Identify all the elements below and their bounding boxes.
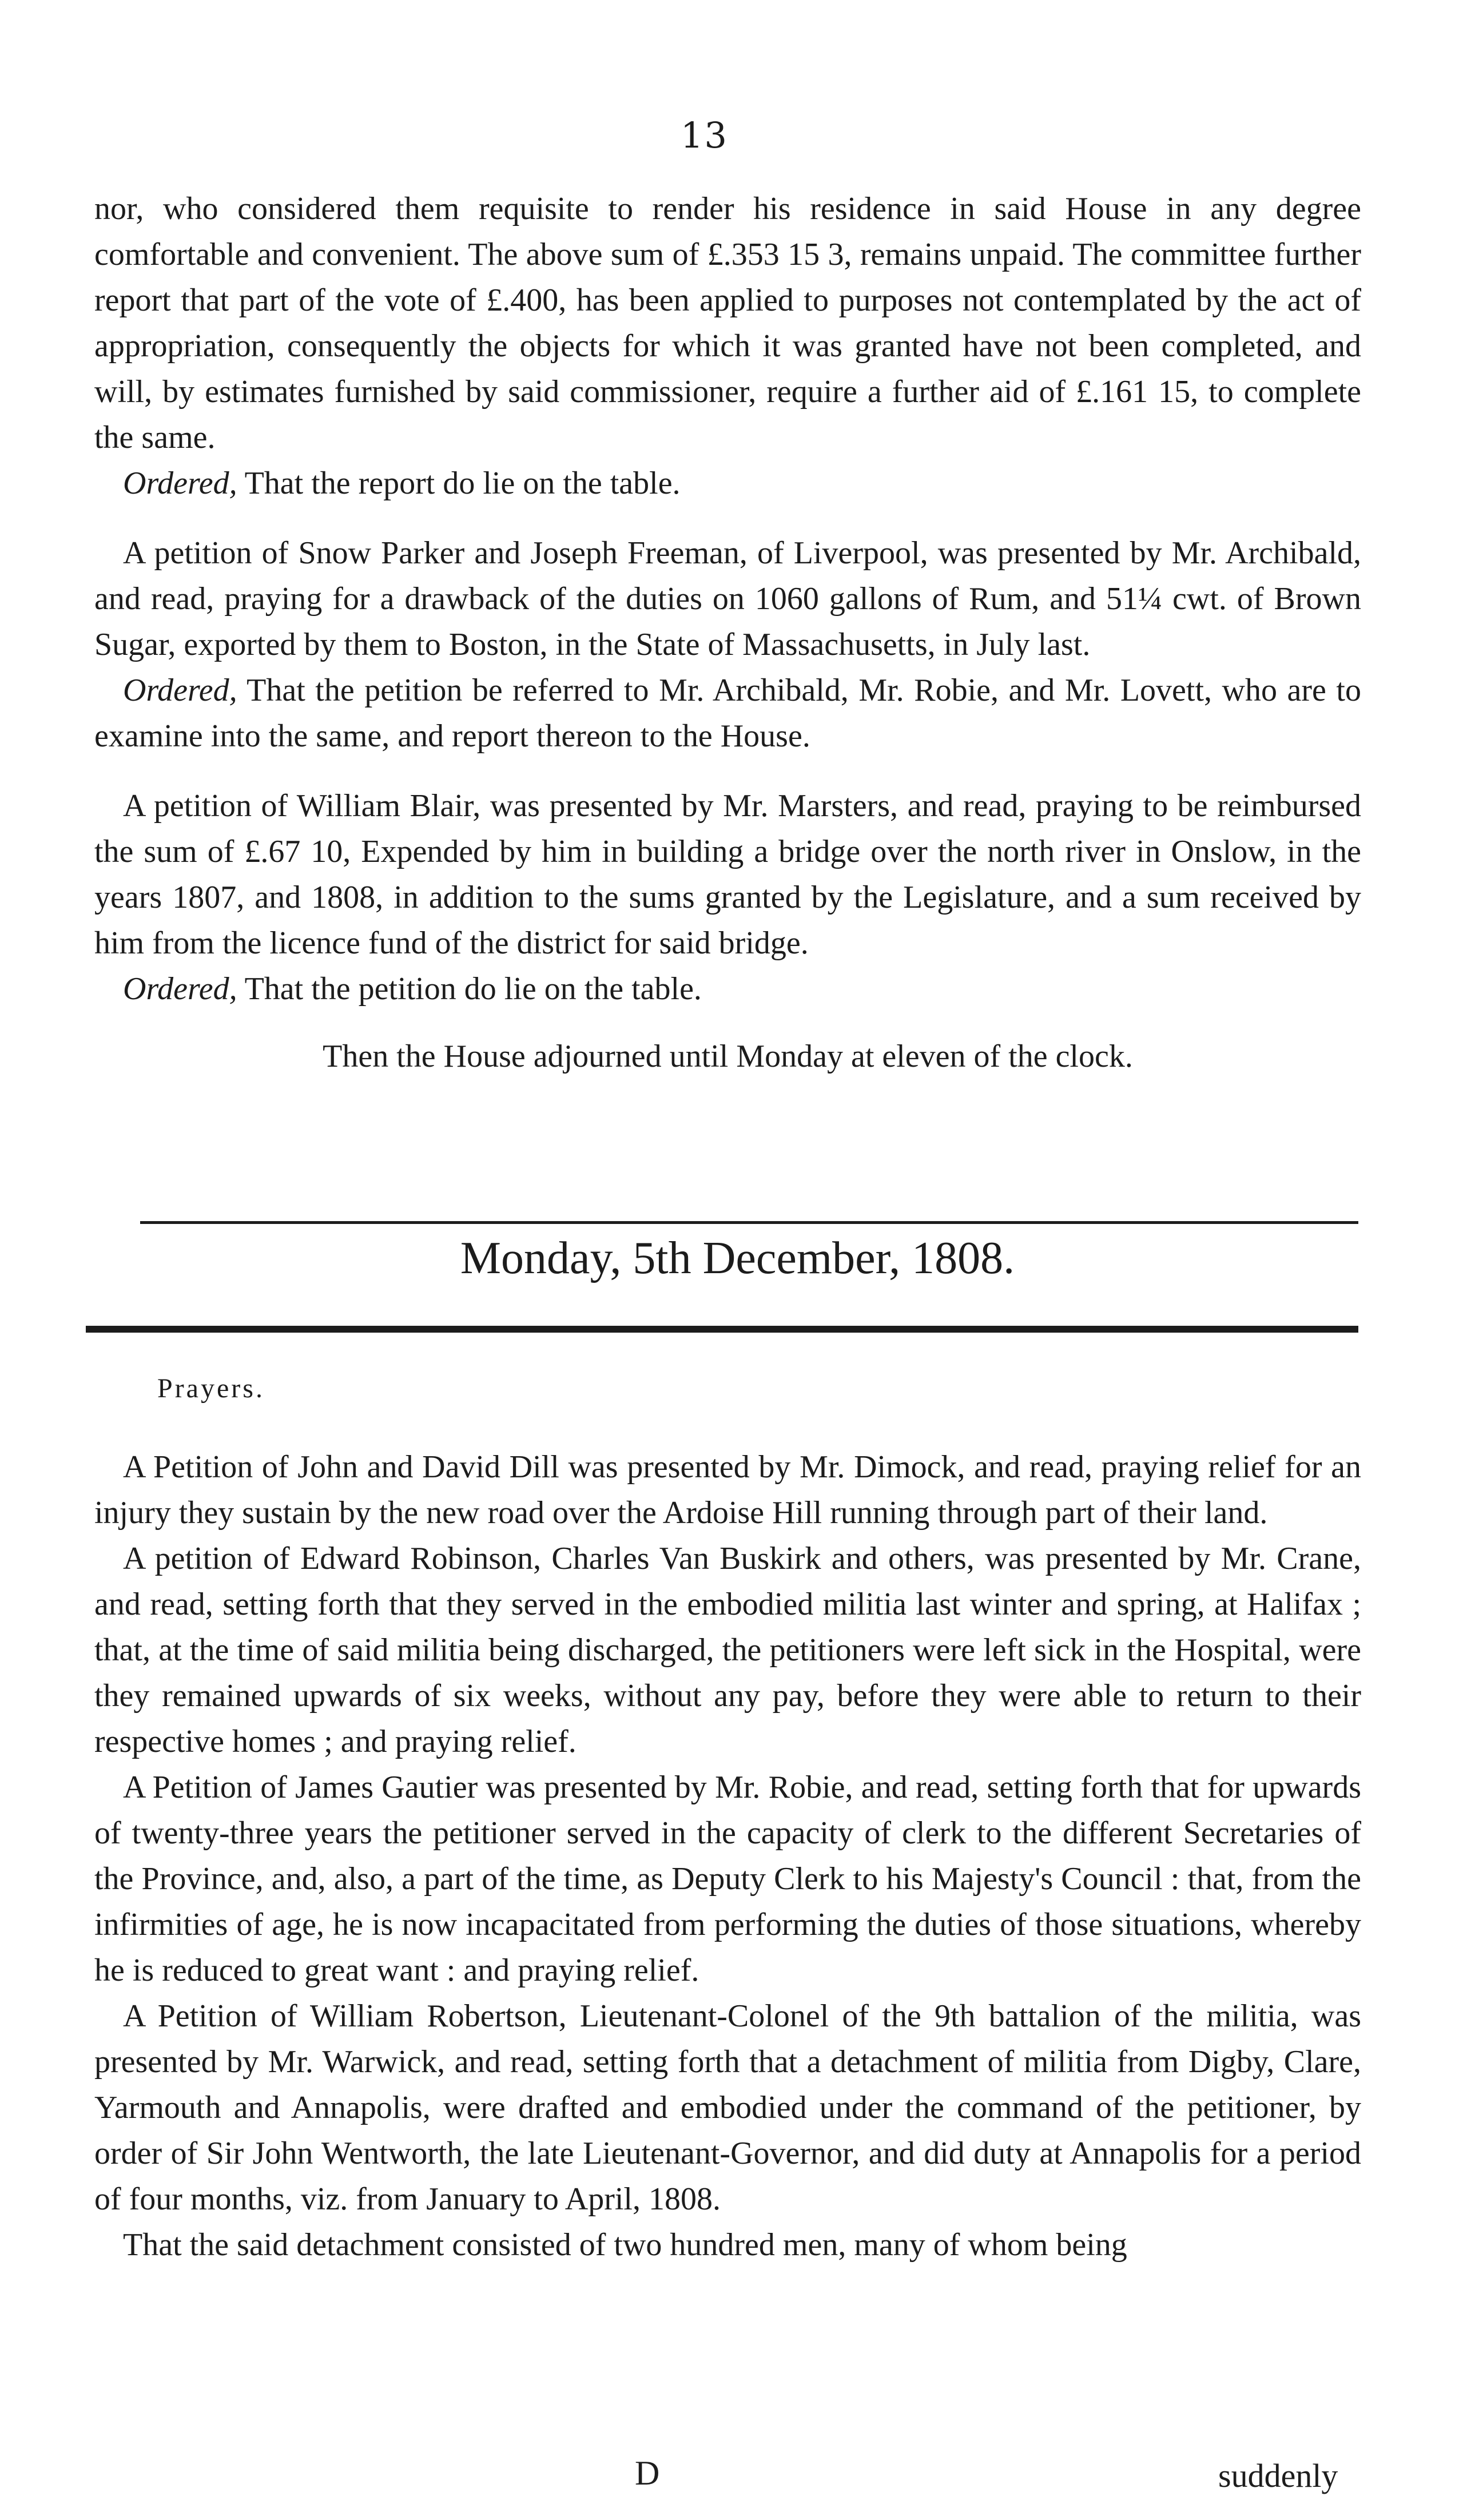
catchword: suddenly	[1218, 2457, 1338, 2494]
section-after-heading	[94, 1444, 1361, 2268]
date-heading: Monday, 5th December, 1808.	[460, 1233, 1015, 1283]
page-number: 13	[681, 114, 728, 156]
petition-edward-robinson: A petition of Edward Robinson, Charles Van Buskirk and others, was presented by Mr. Crane, and read, setting forth that they served in the embodied militia last winter and spring, at Halifax ; that, at the time of said militia being discharged, the petitioners were left sick in the Hospital, were they remained upwards of six weeks, without any pay, before they were able to return to their respective homes ; and praying relief.	[94, 1541, 1361, 1759]
ordered-text: That the report do lie on the table.	[244, 466, 681, 501]
top-rule	[140, 1221, 1358, 1224]
petition-william-robertson: A Petition of William Robertson, Lieutenant-Colonel of the 9th battalion of the militia, was presented by Mr. Warwick, and read, setting forth that a detachment of militia from Digby, Clare, Yarmouth and Annapolis, were drafted and embodied under the command of the petitioner, by order of Sir John Wentworth, the late Lieutenant-Governor, and did duty at Annapolis for a period of four months, viz. from January to April, 1808.	[94, 1998, 1361, 2217]
ordered-referred	[94, 667, 1361, 759]
ordered-label: Ordered,	[123, 673, 237, 708]
prayers-heading: Prayers.	[157, 1373, 265, 1404]
petition-william-blair: A petition of William Blair, was presented by Mr. Marsters, and read, praying to be reimbursed the sum of £.67 10, Expended by him in building a bridge over the north river in Onslow, in the years 1807, and 1808, in addition to the sums granted by the Legislature, and a sum received by him from the licence fund of the district for said bridge.	[94, 788, 1361, 961]
ordered-label: Ordered,	[123, 971, 237, 1007]
signature-mark: D	[635, 2454, 660, 2492]
ordered-text: That the petition be referred to Mr. Archibald, Mr. Robie, and Mr. Lovett, who are to examine into the same, and report thereon to the House.	[94, 673, 1361, 754]
petition-john-david-dill: A Petition of John and David Dill was presented by Mr. Dimock, and read, praying relief for an injury they sustain by the new road over the Ardoise Hill running through part of their land.	[94, 1449, 1361, 1531]
petition-parker-freeman: A petition of Snow Parker and Joseph Freeman, of Liverpool, was presented by Mr. Archibald, and read, praying for a drawback of the duties on 1060 gallons of Rum, and 51¼ cwt. of Brown Sugar, exported by them to Boston, in the State of Massachusetts, in July last.	[94, 535, 1361, 662]
ordered-label: Ordered,	[123, 466, 237, 501]
ordered-text: That the petition do lie on the table.	[244, 971, 702, 1007]
ordered-petition-lie	[94, 966, 1361, 1012]
ordered-report-lie	[94, 460, 1361, 506]
bottom-rule	[86, 1326, 1358, 1333]
section-before-heading	[94, 186, 1361, 1079]
detachment-paragraph: That the said detachment consisted of two hundred men, many of whom being	[123, 2227, 1127, 2263]
report-paragraph: nor, who considered them requisite to render his residence in said House in any degree comfortable and convenient. The above sum of £.353 15 3, remains unpaid. The committee further report that part of the vote of £.400, has been applied to purposes not contemplated by the act of appropriation, consequently the objects for which it was granted have not been completed, and will, by estimates furnished by said commissioner, require a further aid of £.161 15, to complete the same.	[94, 191, 1361, 455]
petition-james-gautier: A Petition of James Gautier was presented by Mr. Robie, and read, setting forth that for upwards of twenty-three years the petitioner served in the capacity of clerk to the different Secretaries of the Province, and, also, a part of the time, as Deputy Clerk to his Majesty's Council : that, from the infirmities of age, he is now incapacitated from performing the duties of those situations, whereby he is reduced to great want : and praying relief.	[94, 1770, 1361, 1988]
adjournment-line: Then the House adjourned until Monday at eleven of the clock.	[323, 1039, 1133, 1074]
